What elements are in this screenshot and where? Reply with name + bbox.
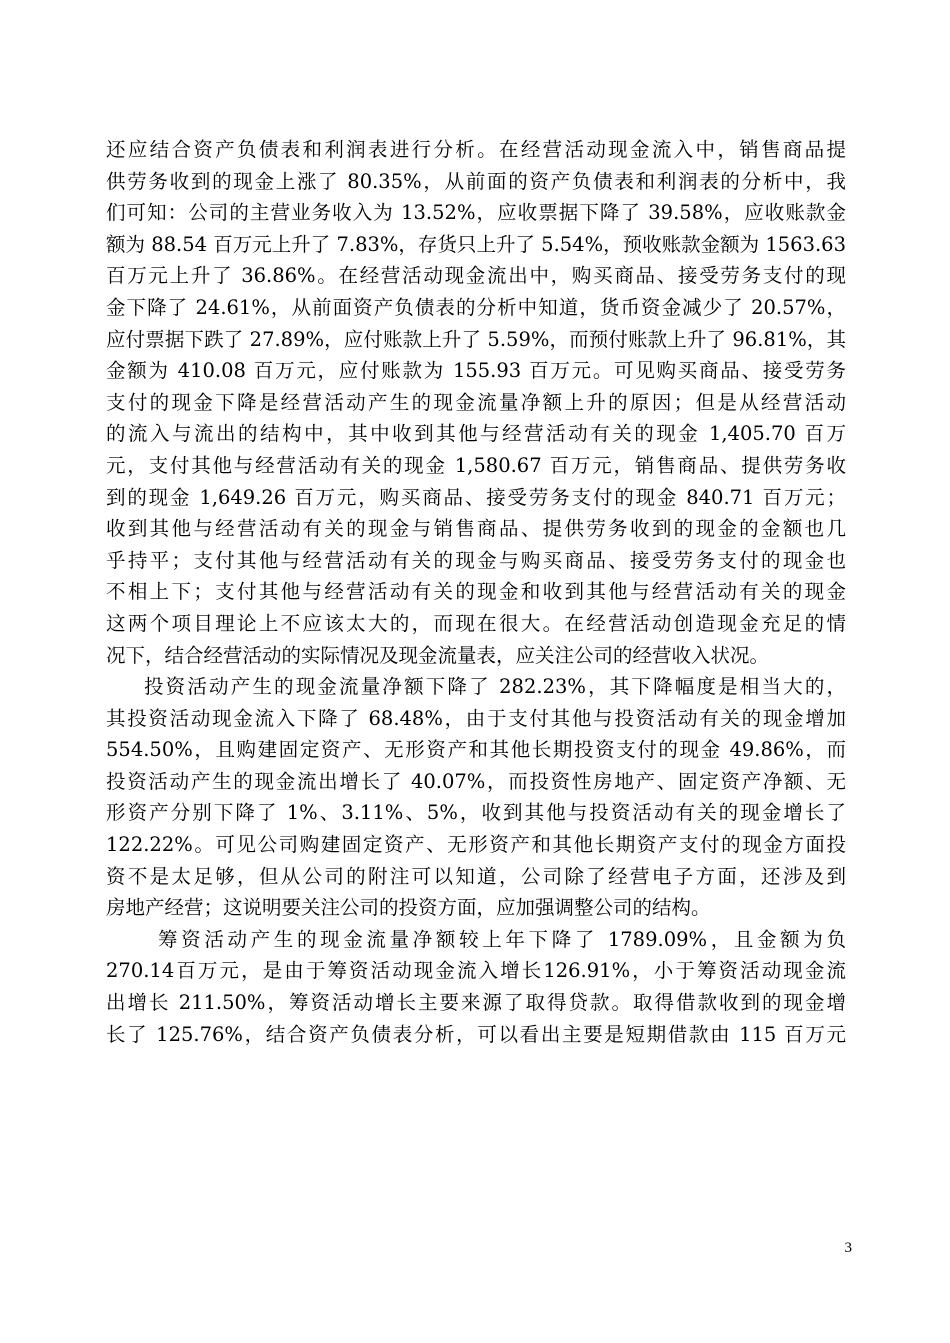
text-line: 筹资活动产生的现金流量净额较上年下降了 1789.09%，且金额为负 <box>158 927 846 951</box>
paragraph <box>106 671 846 924</box>
text-line: 形资产分别下降了 1%、3.11%、5%，收到其他与投资活动有关的现金增长了 <box>106 801 846 825</box>
text-line: 其投资活动现金流入下降了 68.48%，由于支付其他与投资活动有关的现金增加 <box>106 706 846 730</box>
text-line: 270.14百万元，是由于筹资活动现金流入增长126.91%，小于筹资活动现金流 <box>106 959 846 983</box>
text-line: 乎持平；支付其他与经营活动有关的现金与购买商品、接受劳务支付的现金也 <box>106 548 846 572</box>
text-line: 供劳务收到的现金上涨了 80.35%，从前面的资产负债表和利润表的分析中，我 <box>106 169 846 193</box>
text-line: 额为 88.54 百万元上升了 7.83%，存货只上升了 5.54%，预收账款金额为 1563.63 <box>106 232 846 256</box>
text-line: 收到其他与经营活动有关的现金与销售商品、提供劳务收到的现金的金额也几 <box>106 517 846 541</box>
text-line: 长了 125.76%，结合资产负债表分析，可以看出主要是短期借款由 115 百万元 <box>106 1022 846 1046</box>
text-line: 资不是太足够，但从公司的附注可以知道，公司除了经营电子方面，还涉及到 <box>106 864 846 888</box>
text-line: 况下，结合经营活动的实际情况及现金流量表，应关注公司的经营收入状况。 <box>106 643 770 667</box>
text-line: 房地产经营；这说明要关注公司的投资方面，应加强调整公司的结构。 <box>106 896 711 920</box>
text-line: 金下降了 24.61%，从前面资产负债表的分析中知道，货币资金减少了 20.57%， <box>106 295 846 319</box>
text-line: 还应结合资产负债表和利润表进行分析。在经营活动现金流入中，销售商品提 <box>106 138 846 161</box>
text-line: 投资活动产生的现金流量净额下降了 282.23%，其下降幅度是相当大的， <box>144 675 846 699</box>
paragraph <box>106 924 846 1050</box>
text-line: 不相上下；支付其他与经营活动有关的现金和收到其他与经营活动有关的现金 <box>106 580 846 604</box>
text-line: 的流入与流出的结构中，其中收到其他与经营活动有关的现金 1,405.70 百万 <box>106 422 846 446</box>
text-line: 百万元上升了 36.86%。在经营活动现金流出中，购买商品、接受劳务支付的现 <box>106 264 846 288</box>
text-line: 金额为 410.08 百万元，应付账款为 155.93 百万元。可见购买商品、接受劳务 <box>106 359 846 383</box>
text-line: 元，支付其他与经营活动有关的现金 1,580.67 百万元，销售商品、提供劳务收 <box>106 453 846 477</box>
text-line: 投资活动产生的现金流出增长了 40.07%，而投资性房地产、固定资产净额、无 <box>106 769 846 793</box>
text-line: 们可知：公司的主营业务收入为 13.52%，应收票据下降了 39.58%，应收账款金 <box>106 201 846 225</box>
text-line: 支付的现金下降是经营活动产生的现金流量净额上升的原因；但是从经营活动 <box>106 390 846 414</box>
page-number: 3 <box>844 1240 852 1256</box>
text-line: 122.22%。可见公司购建固定资产、无形资产和其他长期资产支付的现金方面投 <box>106 833 846 857</box>
text-line: 554.50%，且购建固定资产、无形资产和其他长期投资支付的现金 49.86%，而 <box>106 738 846 762</box>
text-line: 这两个项目理论上不应该太大的，而现在很大。在经营活动创造现金充足的情 <box>106 611 846 635</box>
text-line: 出增长 211.50%，筹资活动增长主要来源了取得贷款。取得借款收到的现金增 <box>106 991 846 1015</box>
body-text <box>106 134 846 1050</box>
paragraph <box>106 134 846 671</box>
text-line: 到的现金 1,649.26 百万元，购买商品、接受劳务支付的现金 840.71 百万元； <box>106 485 846 509</box>
text-line: 应付票据下跌了 27.89%，应付账款上升了 5.59%，而预付账款上升了 96.81%，其 <box>106 327 846 351</box>
